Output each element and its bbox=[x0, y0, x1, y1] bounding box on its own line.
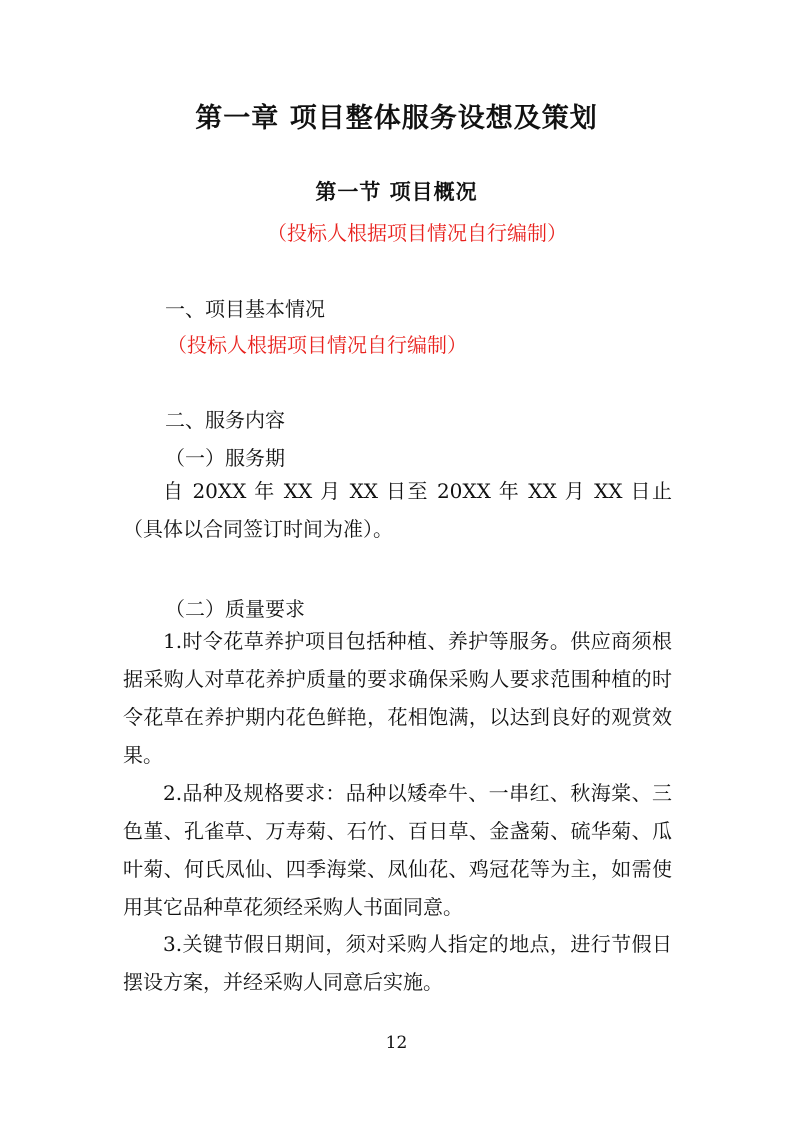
part1-heading: 一、项目基本情况 bbox=[165, 297, 325, 321]
section-title: 第一节 项目概况 bbox=[315, 180, 478, 204]
quality-item-2: 2.品种及规格要求：品种以矮牵牛、一串红、秋海棠、三色堇、孔雀草、万寿菊、石竹、百日草、金盏菊、硫华菊、瓜叶菊、何氏凤仙、四季海棠、凤仙花、鸡冠花等为主，如需使用其它品种草花须经采购人书面同意。 bbox=[123, 781, 672, 919]
service-period-text: 自 20XX 年 XX 月 XX 日至 20XX 年 XX 月 XX 日止（具体以合同签订时间为准）。 bbox=[123, 479, 672, 541]
page-number: 12 bbox=[385, 1033, 408, 1053]
chapter-title: 第一章 项目整体服务设想及策划 bbox=[195, 103, 598, 134]
section-note: （投标人根据项目情况自行编制） bbox=[267, 221, 567, 245]
quality-heading: （二）质量要求 bbox=[165, 597, 305, 621]
quality-item-3: 3.关键节假日期间，须对采购人指定的地点，进行节假日摆设方案，并经采购人同意后实施。 bbox=[123, 932, 672, 994]
part1-note: （投标人根据项目情况自行编制） bbox=[167, 333, 467, 357]
part2-heading: 二、服务内容 bbox=[165, 408, 285, 432]
service-period-heading: （一）服务期 bbox=[165, 446, 285, 470]
quality-item-1: 1.时令花草养护项目包括种植、养护等服务。供应商须根据采购人对草花养护质量的要求确保采购人要求范围种植的时令花草在养护期内花色鲜艳，花相饱满，以达到良好的观赏效果。 bbox=[123, 629, 672, 767]
